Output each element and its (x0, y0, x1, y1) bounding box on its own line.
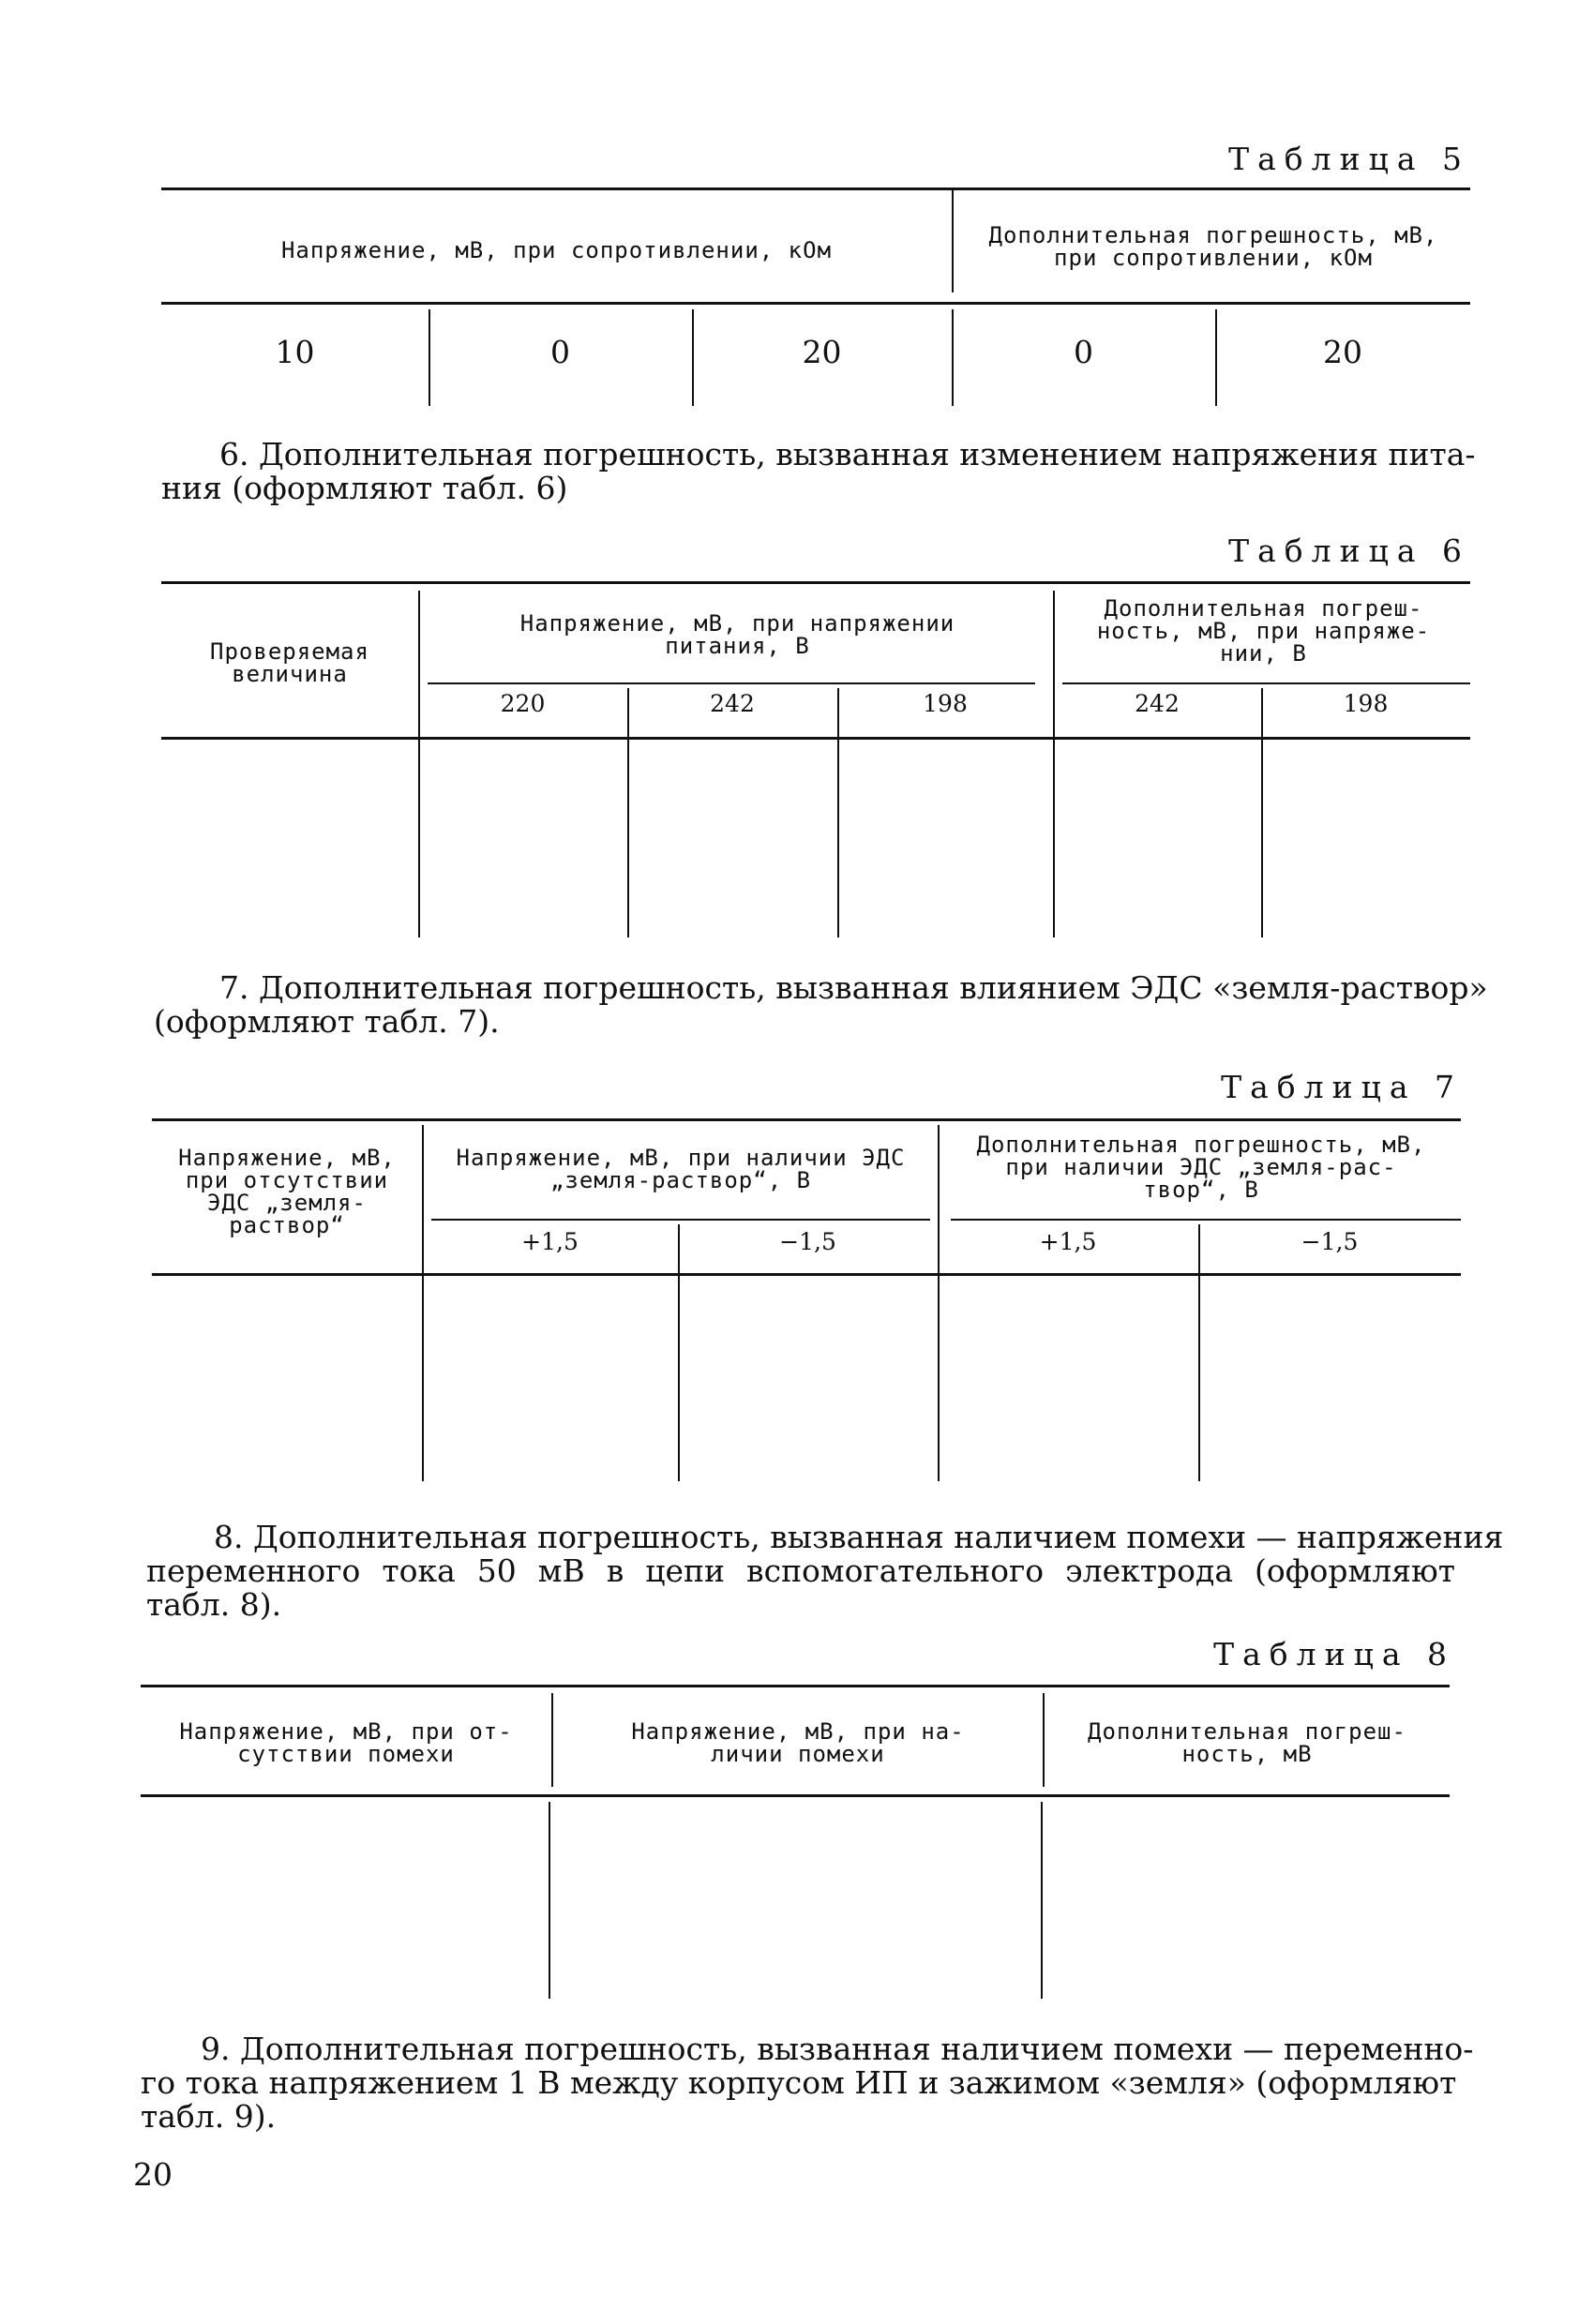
table-6-sub-divider-1 (627, 688, 629, 937)
table-6-col-divider-main-1 (418, 591, 420, 937)
table-8-col-divider-2 (1041, 1802, 1043, 1999)
table-7-header-no-emf-line1: Напряжение, мВ, (178, 1145, 396, 1171)
table-6-subheader-cell: 242 (1135, 690, 1180, 717)
table-6-header-quantity-line1: Проверяемая (210, 638, 369, 665)
paragraph-9-line: табл. 9). (141, 2098, 277, 2135)
table-7-subheader-cell: −1,5 (779, 1228, 836, 1255)
paragraph-8-line: 8. Дополнительная погрешность, вызванная наличием помехи — напряжения (214, 1519, 1504, 1555)
table-6-header-voltage-line2: питания, В (665, 633, 810, 659)
paragraph-6-line: ния (оформляют табл. 6) (161, 470, 568, 506)
table-7-caption: Таблица 7 (1221, 1069, 1463, 1105)
paragraph-9-line: 9. Дополнительная погрешность, вызванная наличием помехи — переменно- (201, 2031, 1474, 2067)
table-6-subheader-cell: 220 (500, 690, 546, 717)
paragraph-7-line: (оформляют табл. 7). (154, 1003, 500, 1040)
table-8-header-rule (141, 1794, 1450, 1797)
table-5-cell: 0 (550, 334, 570, 370)
table-5-cell: 10 (275, 334, 315, 370)
table-7-sub-divider-2 (1198, 1224, 1200, 1481)
table-5-cell: 0 (1074, 334, 1093, 370)
paragraph-9 (141, 2031, 1474, 2135)
table-6-caption: Таблица 6 (1228, 532, 1470, 569)
page-number: 20 (133, 2156, 173, 2193)
table-8-caption: Таблица 8 (1213, 1636, 1455, 1672)
paragraph-6 (161, 436, 1476, 506)
table-7-header-voltage-line2: „земля-раствор“, В (549, 1167, 812, 1193)
table-8-col-divider-1 (549, 1802, 550, 1999)
table-6-subheader-cell: 242 (710, 690, 755, 717)
table-6-sub-divider-3 (1261, 688, 1263, 937)
paragraph-8-line: переменного тока 50 мВ в цепи вспомогательного электрода (оформляют (146, 1552, 1455, 1589)
table-5-caption: Таблица 5 (1228, 141, 1470, 177)
table-5-cell: 20 (1323, 334, 1362, 370)
table-5-header-voltage: Напряжение, мВ, при сопротивлении, кОм (280, 237, 833, 263)
table-6-header-quantity-line2: величина (232, 661, 348, 687)
table-7-header-no-emf-line2: при отсутствии (185, 1167, 389, 1193)
table-6-top-rule (161, 581, 1470, 584)
table-6-header-extra-error-line3: нии, В (1220, 640, 1307, 667)
paragraph-6-line: 6. Дополнительная погрешность, вызванная изменением напряжения пита- (219, 436, 1476, 472)
table-6-subheader-rule-left (428, 682, 1035, 684)
paragraph-8-line: табл. 8). (146, 1586, 282, 1623)
table-7-header-no-emf-line3: ЭДС „земля- (207, 1190, 367, 1216)
table-5-header-extra-error-line1: Дополнительная погрешность, мВ, (988, 222, 1438, 248)
table-6-col-divider-main-2 (1053, 591, 1055, 937)
table-7-header-extra-error-line3: твор“, В (1143, 1177, 1259, 1203)
table-7-header-extra-error-line1: Дополнительная погрешность, мВ, (976, 1132, 1426, 1158)
table-6-header-extra-error-line1: Дополнительная погреш- (1104, 595, 1423, 622)
table-7-subheader-rule-left (431, 1219, 930, 1221)
table-6-header-extra-error-line2: ность, мВ, при напряже- (1096, 618, 1431, 644)
table-7-header-voltage-line1: Напряжение, мВ, при наличии ЭДС (456, 1145, 906, 1171)
table-8-header-noise-line1: Напряжение, мВ, при на- (631, 1718, 965, 1745)
table-5-top-rule (161, 187, 1470, 190)
table-6-subheader-cell: 198 (923, 690, 968, 717)
paragraph-7 (154, 969, 1488, 1040)
table-5-cell: 20 (802, 334, 842, 370)
table-5-header-extra-error-line2: при сопротивлении, кОм (1054, 245, 1373, 271)
table-7-header-rule (152, 1273, 1461, 1276)
paragraph-7-line: 7. Дополнительная погрешность, вызванная влиянием ЭДС «земля-раствор» (219, 969, 1488, 1006)
table-7-subheader-cell: −1,5 (1301, 1228, 1359, 1255)
paragraph-8 (146, 1519, 1504, 1623)
table-7-header-no-emf-line4: раствор“ (229, 1212, 345, 1238)
table-5-header-rule (161, 302, 1470, 305)
table-5-header-divider (952, 189, 954, 292)
table-8-header-no-noise-line2: сутствии помехи (237, 1741, 455, 1767)
table-8-header-extra-error-line2: ность, мВ (1181, 1741, 1313, 1767)
table-8-header-noise-line2: личии помехи (711, 1741, 885, 1767)
table-7-subheader-cell: +1,5 (521, 1228, 579, 1255)
table-7-header-extra-error-line2: при наличии ЭДС „земля-рас- (1005, 1154, 1397, 1180)
table-8-header-no-noise-line1: Напряжение, мВ, при от- (179, 1718, 513, 1745)
table-6-subheader-cell: 198 (1343, 690, 1389, 717)
paragraph-9-line: го тока напряжением 1 В между корпусом ИП и зажимом «земля» (оформляют (141, 2064, 1457, 2101)
table-6-subheader-rule-right (1062, 682, 1470, 684)
table-7-subheader-cell: +1,5 (1039, 1228, 1097, 1255)
table-6-header-rule (161, 737, 1470, 740)
table-8-top-rule (141, 1685, 1450, 1687)
table-7-col-divider-main-2 (938, 1125, 940, 1481)
table-6-sub-divider-2 (837, 688, 839, 937)
table-7-subheader-rule-right (951, 1219, 1461, 1221)
table-6-header-voltage-line1: Напряжение, мВ, при напряжении (519, 610, 955, 637)
table-7-sub-divider-1 (678, 1224, 680, 1481)
table-7-top-rule (152, 1118, 1461, 1121)
table-8-header-extra-error-line1: Дополнительная погреш- (1088, 1718, 1406, 1745)
